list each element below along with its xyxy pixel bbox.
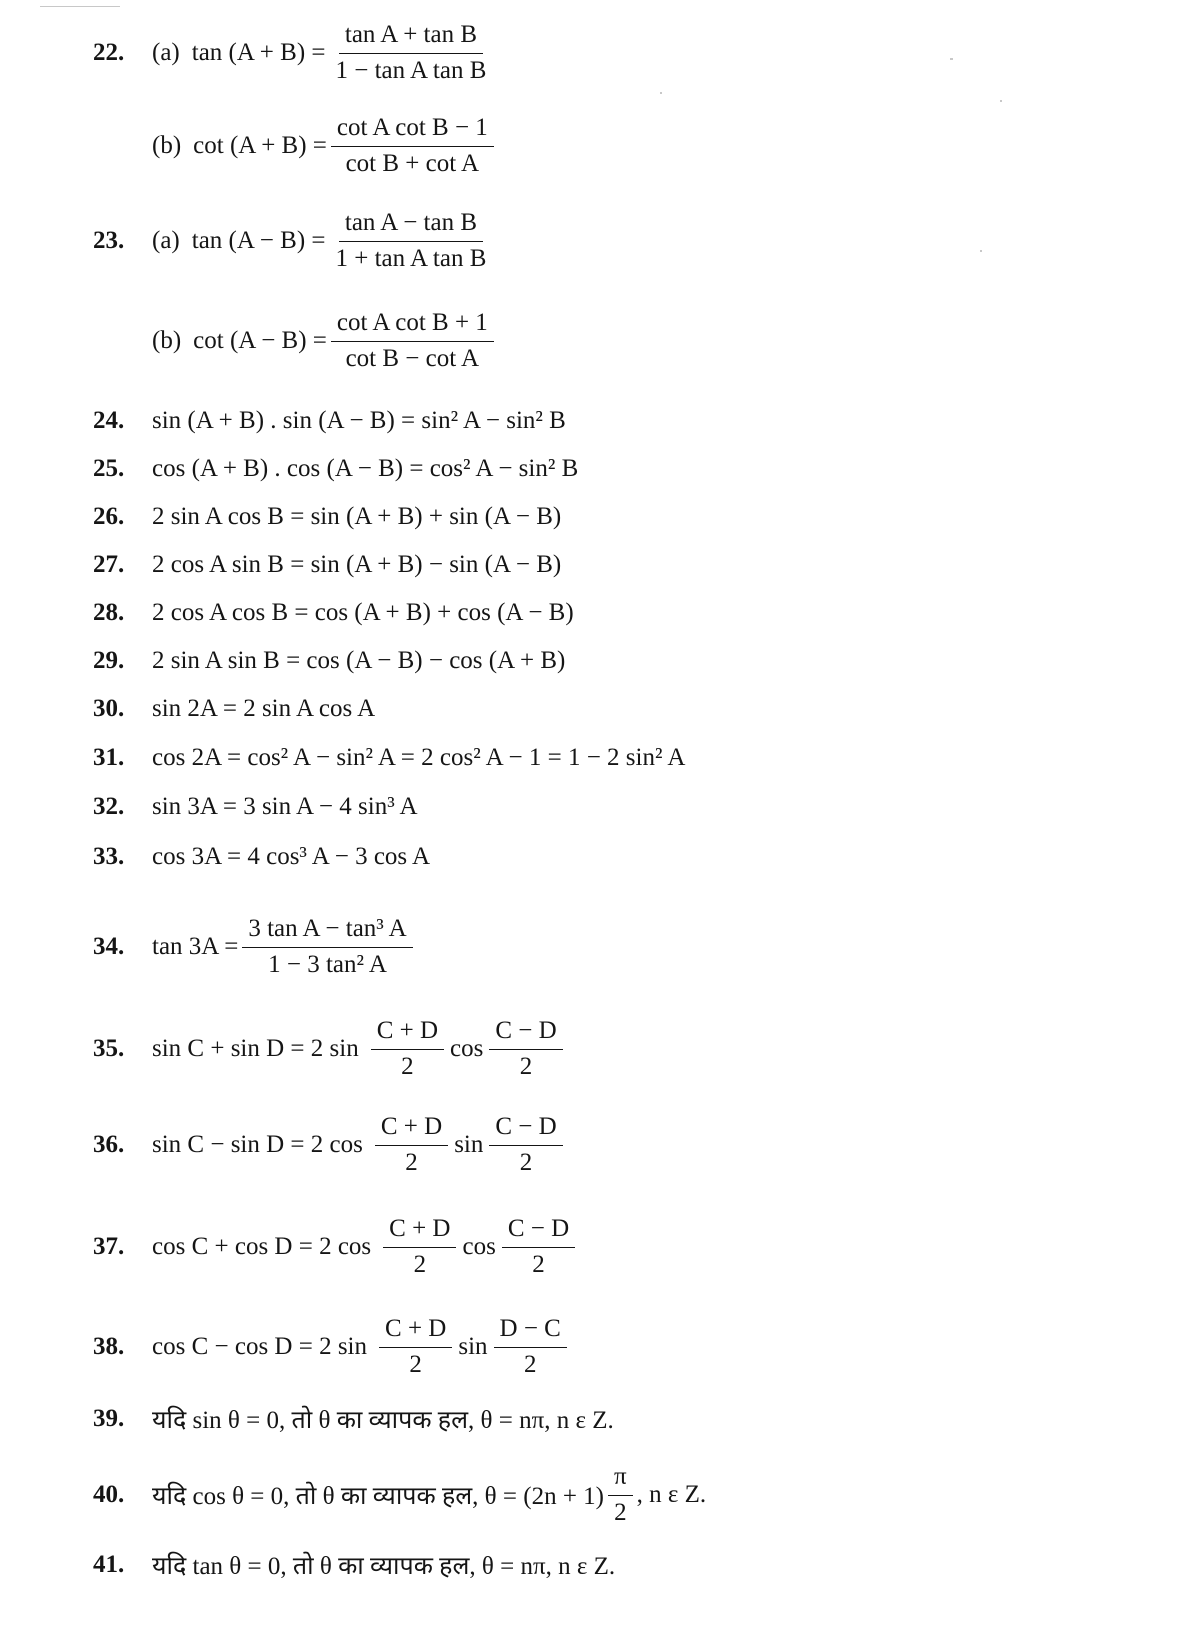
formula-number: 22. <box>93 39 125 66</box>
numerator: tan A + tan B <box>339 21 483 54</box>
expression-start: यदि cos θ = 0, तो θ का व्यापक हल, θ = (2n + 1) <box>152 1483 604 1510</box>
part-label: (a) <box>152 227 180 254</box>
formula-expression <box>152 1113 567 1178</box>
scan-speck <box>1000 100 1002 102</box>
lhs: cos C + cos D = 2 cos <box>152 1233 372 1260</box>
fraction-1 <box>371 1017 444 1082</box>
fraction <box>331 309 494 374</box>
function-name: cos <box>462 1233 496 1260</box>
formula-number: 34. <box>93 933 125 960</box>
numerator: tan A − tan B <box>339 209 483 242</box>
lhs: sin C + sin D = 2 sin <box>152 1035 359 1062</box>
formula-expression: 2 sin A cos B = sin (A + B) + sin (A − B) <box>152 503 562 530</box>
formula-number: 38. <box>93 1333 125 1360</box>
denominator: 2 <box>519 1148 533 1176</box>
formula-expression <box>152 21 496 86</box>
formula-expression: cos 2A = cos² A − sin² A = 2 cos² A − 1 = 1 − 2 sin² A <box>152 744 686 771</box>
denominator: 2 <box>409 1350 422 1378</box>
formula-expression <box>152 1017 567 1082</box>
formula-expression <box>152 1315 571 1380</box>
numerator: C + D <box>375 1113 448 1146</box>
fraction-2 <box>494 1315 567 1380</box>
formula-expression: 2 sin A sin B = cos (A − B) − cos (A + B) <box>152 647 566 674</box>
lhs: tan (A + B) = <box>191 39 326 66</box>
formula-number: 29. <box>93 647 125 674</box>
expression-end: , n ε Z. <box>636 1481 707 1508</box>
part-label: (b) <box>152 132 182 159</box>
formula-number: 39. <box>93 1405 125 1432</box>
numerator: C − D <box>489 1017 562 1050</box>
part-label: (b) <box>152 327 182 354</box>
numerator: cot A cot B − 1 <box>331 114 494 147</box>
numerator: C − D <box>502 1215 575 1248</box>
numerator: 3 tan A − tan³ A <box>242 915 412 948</box>
formula-number: 35. <box>93 1035 125 1062</box>
fraction <box>242 915 412 980</box>
formula-number: 41. <box>93 1551 125 1578</box>
formula-expression <box>152 1215 579 1280</box>
numerator: C + D <box>383 1215 456 1248</box>
formula-number: 25. <box>93 455 125 482</box>
part-label: (a) <box>152 39 180 66</box>
formula-number: 27. <box>93 551 125 578</box>
formula-expression <box>152 209 496 274</box>
formula-expression <box>152 114 498 179</box>
formula-expression: यदि sin θ = 0, तो θ का व्यापक हल, θ = nπ, n ε Z. <box>152 1407 614 1434</box>
formula-number: 33. <box>93 843 125 870</box>
numerator: D − C <box>494 1315 567 1348</box>
formula-expression: cos (A + B) . cos (A − B) = cos² A − sin² B <box>152 455 579 482</box>
fraction-1 <box>379 1315 452 1380</box>
formula-number: 32. <box>93 793 125 820</box>
denominator: 1 + tan A tan B <box>335 244 487 272</box>
lhs: cot (A + B) = <box>193 132 327 159</box>
lhs: cot (A − B) = <box>193 327 327 354</box>
lhs: cos C − cos D = 2 sin <box>152 1333 368 1360</box>
fraction-1 <box>375 1113 448 1178</box>
fraction <box>330 209 493 274</box>
fraction <box>608 1463 633 1528</box>
formula-expression <box>152 915 417 980</box>
fraction <box>330 21 493 86</box>
scan-mark <box>40 6 120 7</box>
formula-number: 31. <box>93 744 125 771</box>
denominator: 2 <box>523 1350 537 1378</box>
formula-number: 30. <box>93 695 125 722</box>
formula-expression: sin 3A = 3 sin A − 4 sin³ A <box>152 793 418 820</box>
fraction <box>331 114 494 179</box>
denominator: 2 <box>532 1250 545 1278</box>
numerator: C + D <box>371 1017 444 1050</box>
formula-number: 40. <box>93 1481 125 1508</box>
formula-expression <box>152 309 498 374</box>
denominator: 2 <box>401 1052 414 1080</box>
denominator: 1 − 3 tan² A <box>268 950 387 978</box>
denominator: 2 <box>413 1250 427 1278</box>
formula-expression: sin 2A = 2 sin A cos A <box>152 695 376 722</box>
scan-speck <box>950 58 953 60</box>
fraction-2 <box>489 1113 562 1178</box>
formula-number: 24. <box>93 407 125 434</box>
fraction-2 <box>489 1017 562 1082</box>
formula-number: 36. <box>93 1131 125 1158</box>
numerator: C + D <box>379 1315 452 1348</box>
denominator: cot B + cot A <box>345 149 480 177</box>
numerator: cot A cot B + 1 <box>331 309 494 342</box>
denominator: 2 <box>614 1498 627 1526</box>
fraction-2 <box>502 1215 575 1280</box>
denominator: 1 − tan A tan B <box>335 56 487 84</box>
function-name: sin <box>454 1131 484 1158</box>
numerator: π <box>608 1463 633 1496</box>
denominator: 2 <box>405 1148 418 1176</box>
scan-speck <box>660 92 662 94</box>
function-name: cos <box>450 1035 484 1062</box>
denominator: 2 <box>519 1052 533 1080</box>
denominator: cot B − cot A <box>345 344 480 372</box>
formula-expression: 2 cos A cos B = cos (A + B) + cos (A − B) <box>152 599 574 626</box>
formula-number: 26. <box>93 503 125 530</box>
lhs: tan (A − B) = <box>191 227 326 254</box>
lhs: sin C − sin D = 2 cos <box>152 1131 363 1158</box>
lhs: tan 3A = <box>152 933 239 960</box>
formula-number: 23. <box>93 227 125 254</box>
formula-expression <box>152 1463 706 1528</box>
scan-speck <box>980 250 982 252</box>
fraction-1 <box>383 1215 456 1280</box>
numerator: C − D <box>489 1113 562 1146</box>
formula-expression: 2 cos A sin B = sin (A + B) − sin (A − B) <box>152 551 562 578</box>
formula-expression: यदि tan θ = 0, तो θ का व्यापक हल, θ = nπ, n ε Z. <box>152 1553 616 1580</box>
formula-expression: sin (A + B) . sin (A − B) = sin² A − sin² B <box>152 407 566 434</box>
formula-number: 28. <box>93 599 125 626</box>
function-name: sin <box>458 1333 488 1360</box>
formula-number: 37. <box>93 1233 125 1260</box>
formula-expression: cos 3A = 4 cos³ A − 3 cos A <box>152 843 431 870</box>
